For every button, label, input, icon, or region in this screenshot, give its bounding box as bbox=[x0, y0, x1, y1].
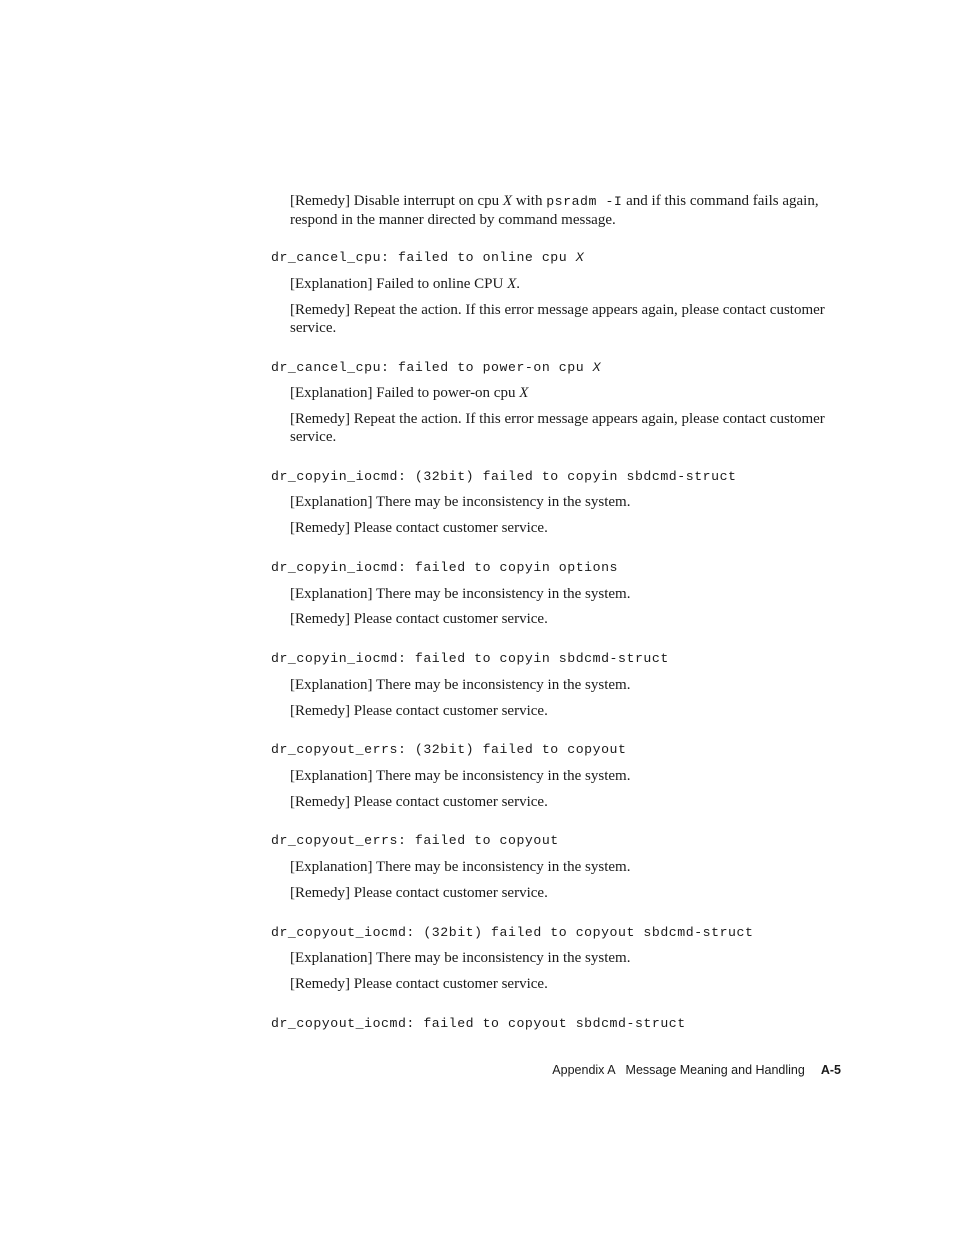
remedy-text: [Remedy] Please contact customer service. bbox=[290, 885, 548, 901]
remedy-text: [Remedy] Please contact customer service. bbox=[290, 611, 548, 627]
page-number: A-5 bbox=[820, 1063, 841, 1077]
message-heading: dr_copyout_iocmd: failed to copyout sbdcmd-struct bbox=[271, 1016, 686, 1031]
message-heading: dr_copyin_iocmd: failed to copyin sbdcmd-struct bbox=[271, 651, 669, 666]
message-heading: dr_copyin_iocmd: (32bit) failed to copyin sbdcmd-struct bbox=[271, 469, 737, 484]
explanation-text: [Explanation] There may be inconsistency in the system. bbox=[290, 950, 631, 966]
variable-text: X bbox=[507, 276, 517, 292]
remedy-text: [Remedy] Please contact customer service. bbox=[290, 794, 548, 810]
explanation-text: [Explanation] There may be inconsistency in the system. bbox=[290, 586, 631, 602]
footer-section: Appendix A bbox=[552, 1063, 616, 1077]
remedy-text: [Remedy] Disable interrupt on cpu bbox=[290, 193, 503, 209]
explanation-text: [Explanation] There may be inconsistency in the system. bbox=[290, 494, 631, 510]
remedy-text: with bbox=[512, 193, 547, 209]
variable-text: X bbox=[519, 385, 529, 401]
intro-remedy-paragraph bbox=[290, 192, 840, 229]
message-heading: dr_copyout_errs: (32bit) failed to copyout bbox=[271, 742, 627, 757]
remedy-text: [Remedy] Please contact customer service. bbox=[290, 976, 548, 992]
explanation-text: [Explanation] There may be inconsistency in the system. bbox=[290, 859, 631, 875]
explanation-text: [Explanation] Failed to online CPU X. bbox=[290, 276, 520, 292]
message-heading: dr_copyout_errs: failed to copyout bbox=[271, 833, 559, 848]
explanation-text: [Explanation] There may be inconsistency in the system. bbox=[290, 677, 631, 693]
remedy-text: and if this command fails again, respond in the manner directed by command message. bbox=[290, 193, 819, 228]
variable-text: X bbox=[502, 193, 513, 209]
explanation-text: [Explanation] Failed to power-on cpu X bbox=[290, 385, 529, 401]
message-heading: dr_copyin_iocmd: failed to copyin options bbox=[271, 560, 619, 575]
variable-text: X bbox=[575, 250, 585, 265]
variable-text: X bbox=[592, 360, 602, 375]
remedy-text: [Remedy] Please contact customer service. bbox=[290, 520, 548, 536]
message-heading: dr_cancel_cpu: failed to power-on cpu X bbox=[271, 360, 602, 375]
explanation-text: [Explanation] There may be inconsistency in the system. bbox=[290, 768, 631, 784]
message-heading: dr_copyout_iocmd: (32bit) failed to copyout sbdcmd-struct bbox=[271, 925, 754, 940]
remedy-text: [Remedy] Please contact customer service. bbox=[290, 703, 548, 719]
footer-title: Message Meaning and Handling bbox=[625, 1063, 805, 1077]
remedy-text: [Remedy] Repeat the action. If this error message appears again, please contact customer service. bbox=[290, 302, 825, 336]
page-footer bbox=[552, 1063, 841, 1077]
command-code: psradm -I bbox=[546, 194, 623, 209]
remedy-text: [Remedy] Repeat the action. If this error message appears again, please contact customer service. bbox=[290, 411, 825, 445]
message-heading: dr_cancel_cpu: failed to online cpu X bbox=[271, 250, 585, 265]
